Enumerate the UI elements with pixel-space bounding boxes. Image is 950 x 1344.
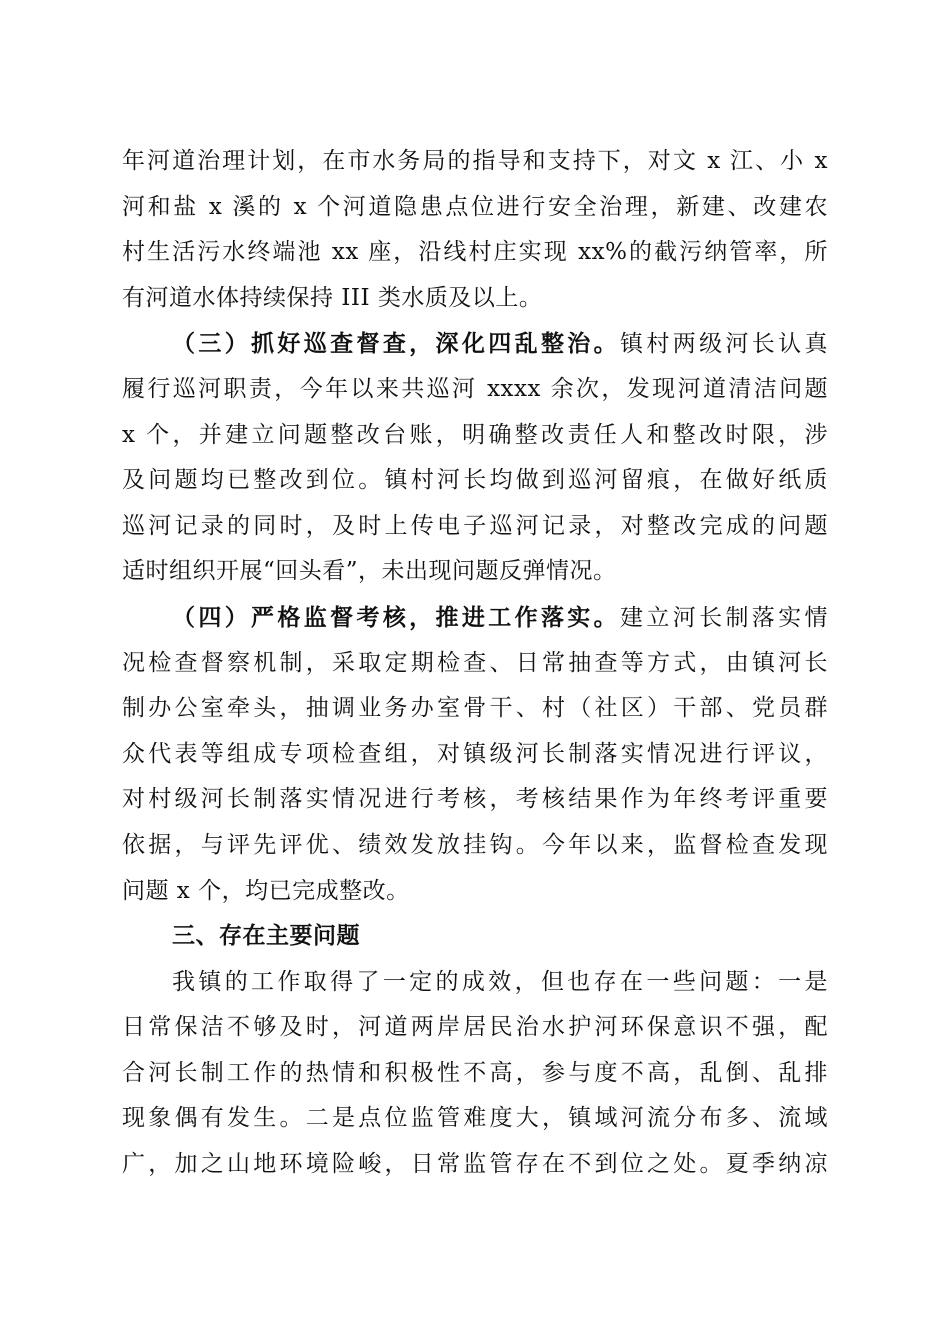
- text-line: x 个，并建立问题整改台账，明确整改责任人和整改时限，涉: [122, 421, 828, 448]
- text-line: 巡河记录的同时，及时上传电子巡河记录，对整改完成的问题: [122, 512, 828, 539]
- text-line: 及问题均已整改到位。镇村河长均做到巡河留痕，在做好纸质: [122, 467, 828, 494]
- section-text: 建立河长制落实情: [620, 604, 829, 631]
- text-line: 有河道水体持续保持 III 类水质及以上。: [122, 284, 543, 311]
- text-line: 日常保洁不够及时，河道两岸居民治水护河环保意识不强，配: [122, 1014, 828, 1041]
- text-line: 现象偶有发生。二是点位监管难度大，镇域河流分布多、流域: [122, 1105, 828, 1132]
- text-line: 年河道治理计划，在市水务局的指导和支持下，对文 x 江、小 x: [122, 148, 828, 174]
- document-body: [122, 139, 828, 1188]
- text-line: 依据，与评先评优、绩效发放挂钩。今年以来，监督检查发现: [122, 831, 828, 858]
- text-line: 适时组织开展“回头看”，未出现问题反弹情况。: [122, 558, 617, 585]
- text-line: 众代表等组成专项检查组，对镇级河长制落实情况进行评议，: [122, 740, 828, 767]
- text-line: 村生活污水终端池 xx 座，沿线村庄实现 xx%的截污纳管率，所: [122, 239, 828, 266]
- text-line: 广，加之山地环境险峻，日常监管存在不到位之处。夏季纳凉: [122, 1151, 828, 1178]
- section-text: 镇村两级河长认真: [620, 331, 829, 358]
- section-heading-main-problems: 三、存在主要问题: [172, 923, 360, 950]
- text-line: 合河长制工作的热情和积极性不高，参与度不高，乱倒、乱排: [122, 1059, 828, 1086]
- paragraph-section-3-inspection: [122, 321, 828, 595]
- paragraph-river-governance: [122, 139, 828, 321]
- text-line: 河和盐 x 溪的 x 个河道隐患点位进行安全治理，新建、改建农: [122, 193, 828, 220]
- text-line: 履行巡河职责，今年以来共巡河 xxxx 余次，发现河道清洁问题: [122, 375, 828, 402]
- paragraph-section-4-supervision: [122, 595, 828, 914]
- section-title: （三）抓好巡查督查，深化四乱整治。: [172, 330, 621, 358]
- text-line: [122, 321, 828, 367]
- paragraph-problems-body: [122, 960, 828, 1188]
- text-line: 我镇的工作取得了一定的成效，但也存在一些问题：一是: [172, 968, 828, 995]
- text-line: 对村级河长制落实情况进行考核，考核结果作为年终考评重要: [122, 786, 828, 813]
- text-line: 问题 x 个，均已完成整改。: [122, 877, 410, 904]
- text-line: [122, 595, 828, 641]
- section-title: （四）严格监督考核，推进工作落实。: [172, 603, 621, 631]
- text-line: 况检查督察机制，采取定期检查、日常抽查等方式，由镇河长: [122, 649, 828, 676]
- text-line: 制办公室牵头，抽调业务办室骨干、村（社区）干部、党员群: [122, 695, 828, 722]
